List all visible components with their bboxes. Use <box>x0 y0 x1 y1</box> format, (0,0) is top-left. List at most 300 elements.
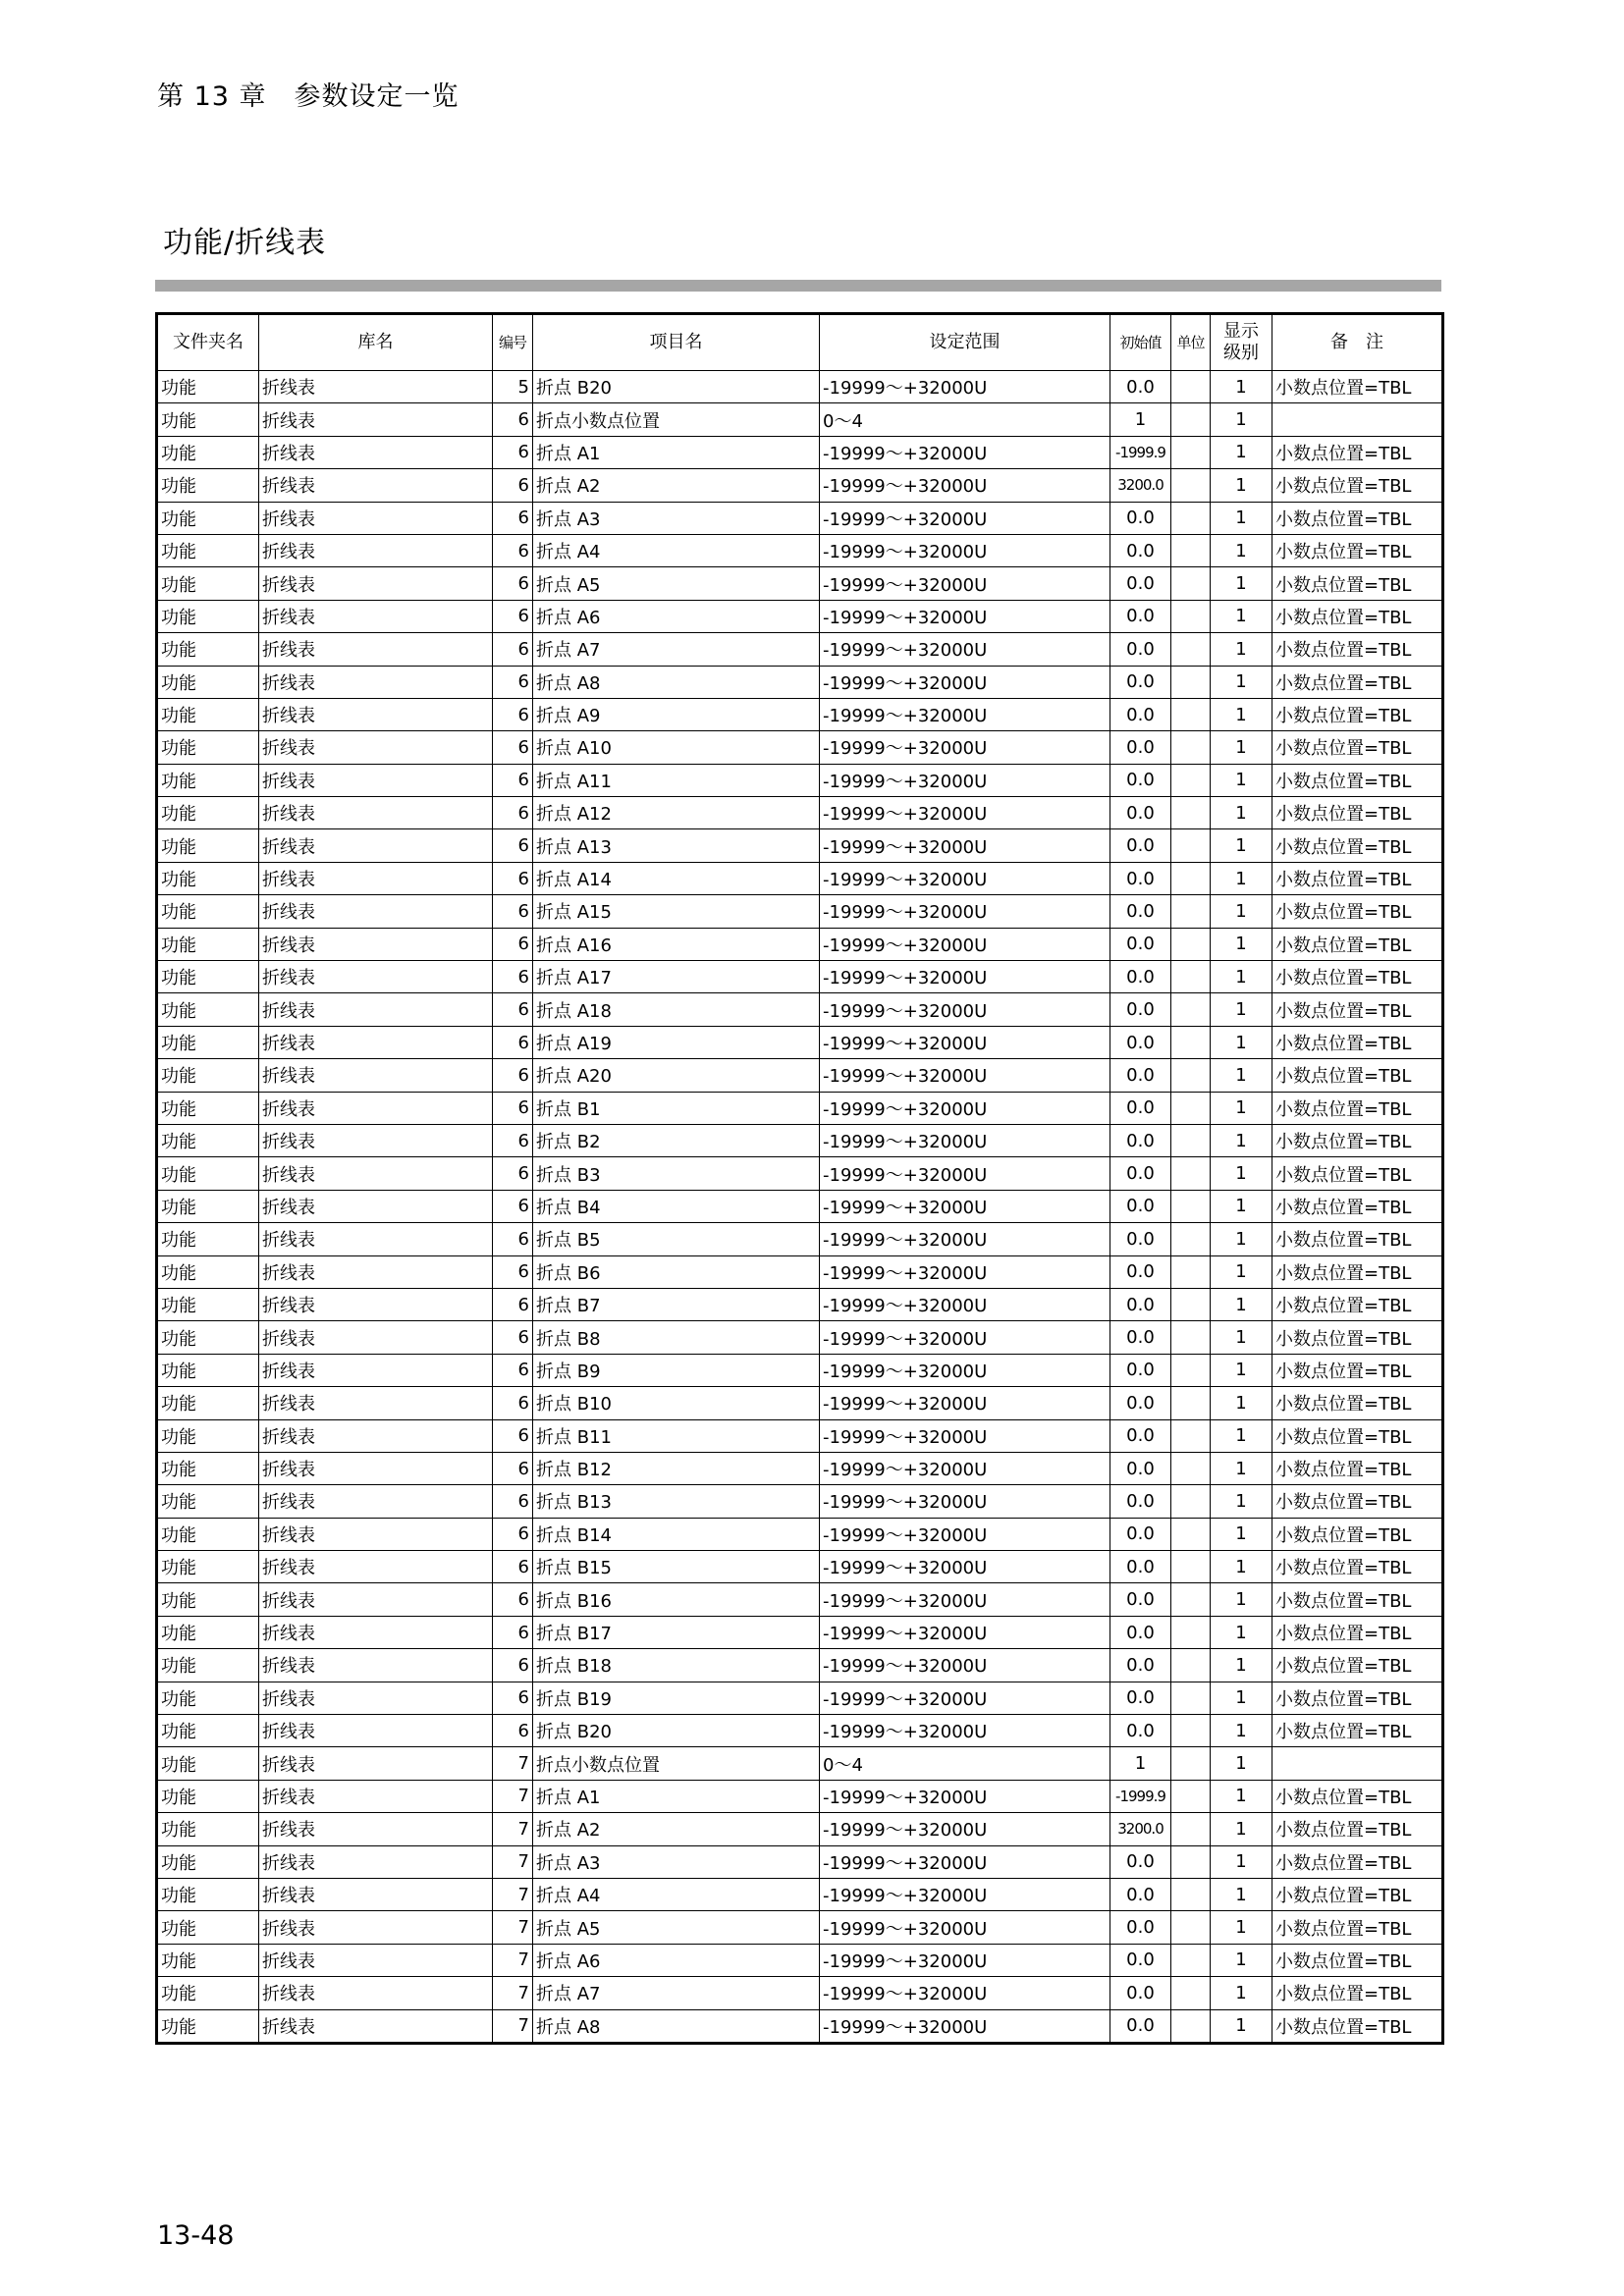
cell-range: 0～4 <box>820 403 1110 436</box>
cell-folder: 功能 <box>157 1321 259 1354</box>
cell-range: -19999～+32000U <box>820 797 1110 829</box>
cell-number: 6 <box>493 1485 533 1518</box>
cell-number: 6 <box>493 698 533 730</box>
cell-unit <box>1171 1518 1211 1550</box>
cell-unit <box>1171 1157 1211 1190</box>
cell-unit <box>1171 436 1211 468</box>
cell-folder: 功能 <box>157 1878 259 1910</box>
cell-remarks: 小数点位置=TBL <box>1272 1715 1443 1747</box>
table-body <box>157 371 1443 2044</box>
cell-initial: 0.0 <box>1110 1616 1171 1648</box>
cell-item: 折点 A12 <box>533 797 820 829</box>
cell-folder: 功能 <box>157 371 259 403</box>
cell-level: 1 <box>1211 731 1272 764</box>
table-row <box>157 1452 1443 1484</box>
cell-number: 6 <box>493 1124 533 1156</box>
cell-number: 6 <box>493 1616 533 1648</box>
column-header-item: 项目名 <box>533 314 820 371</box>
table-row <box>157 829 1443 862</box>
cell-level: 1 <box>1211 1583 1272 1616</box>
cell-range: -19999～+32000U <box>820 1518 1110 1550</box>
cell-initial: 0.0 <box>1110 2009 1171 2043</box>
cell-remarks: 小数点位置=TBL <box>1272 797 1443 829</box>
cell-number: 6 <box>493 1682 533 1714</box>
cell-folder: 功能 <box>157 1977 259 2009</box>
cell-library: 折线表 <box>259 993 493 1026</box>
cell-library: 折线表 <box>259 1977 493 2009</box>
column-header-range: 设定范围 <box>820 314 1110 371</box>
cell-number: 6 <box>493 1452 533 1484</box>
cell-level: 1 <box>1211 1059 1272 1092</box>
cell-number: 6 <box>493 1255 533 1288</box>
cell-folder: 功能 <box>157 1911 259 1944</box>
cell-unit <box>1171 862 1211 894</box>
table-row <box>157 1944 1443 1976</box>
cell-library: 折线表 <box>259 1682 493 1714</box>
cell-unit <box>1171 895 1211 928</box>
cell-range: -19999～+32000U <box>820 1223 1110 1255</box>
cell-item: 折点 B11 <box>533 1419 820 1452</box>
cell-level: 1 <box>1211 1977 1272 2009</box>
cell-level: 1 <box>1211 1255 1272 1288</box>
cell-unit <box>1171 1452 1211 1484</box>
table-row <box>157 1649 1443 1682</box>
cell-unit <box>1171 993 1211 1026</box>
cell-item: 折点 B8 <box>533 1321 820 1354</box>
cell-initial: 0.0 <box>1110 1059 1171 1092</box>
cell-library: 折线表 <box>259 862 493 894</box>
cell-remarks: 小数点位置=TBL <box>1272 1419 1443 1452</box>
cell-level: 1 <box>1211 436 1272 468</box>
cell-range: -19999～+32000U <box>820 1616 1110 1648</box>
cell-item: 折点 B20 <box>533 1715 820 1747</box>
table-row <box>157 1878 1443 1910</box>
cell-library: 折线表 <box>259 1321 493 1354</box>
cell-item: 折点 A6 <box>533 600 820 632</box>
cell-item: 折点 A11 <box>533 764 820 796</box>
cell-remarks: 小数点位置=TBL <box>1272 1845 1443 1878</box>
cell-remarks: 小数点位置=TBL <box>1272 1223 1443 1255</box>
cell-item: 折点 B9 <box>533 1354 820 1386</box>
cell-range: -19999～+32000U <box>820 1255 1110 1288</box>
cell-folder: 功能 <box>157 797 259 829</box>
cell-level: 1 <box>1211 829 1272 862</box>
cell-unit <box>1171 502 1211 534</box>
cell-folder: 功能 <box>157 993 259 1026</box>
cell-item: 折点 A19 <box>533 1026 820 1058</box>
cell-folder: 功能 <box>157 1026 259 1058</box>
cell-unit <box>1171 469 1211 502</box>
cell-unit <box>1171 1288 1211 1320</box>
cell-folder: 功能 <box>157 1157 259 1190</box>
cell-folder: 功能 <box>157 469 259 502</box>
cell-item: 折点小数点位置 <box>533 403 820 436</box>
cell-level: 1 <box>1211 928 1272 960</box>
table-row <box>157 1845 1443 1878</box>
cell-library: 折线表 <box>259 371 493 403</box>
cell-item: 折点 A20 <box>533 1059 820 1092</box>
cell-item: 折点 A18 <box>533 993 820 1026</box>
cell-initial: 0.0 <box>1110 1485 1171 1518</box>
cell-number: 6 <box>493 797 533 829</box>
cell-item: 折点 A7 <box>533 1977 820 2009</box>
cell-remarks: 小数点位置=TBL <box>1272 1387 1443 1419</box>
column-header-remarks: 备 注 <box>1272 314 1443 371</box>
cell-level: 1 <box>1211 567 1272 600</box>
cell-initial: 0.0 <box>1110 1715 1171 1747</box>
cell-library: 折线表 <box>259 534 493 566</box>
cell-library: 折线表 <box>259 928 493 960</box>
column-header-library: 库名 <box>259 314 493 371</box>
cell-library: 折线表 <box>259 1255 493 1288</box>
cell-level: 1 <box>1211 1026 1272 1058</box>
cell-range: -19999～+32000U <box>820 502 1110 534</box>
cell-range: 0～4 <box>820 1747 1110 1780</box>
cell-library: 折线表 <box>259 1944 493 1976</box>
cell-level: 1 <box>1211 698 1272 730</box>
cell-range: -19999～+32000U <box>820 1059 1110 1092</box>
cell-item: 折点 A13 <box>533 829 820 862</box>
cell-item: 折点 A14 <box>533 862 820 894</box>
cell-remarks: 小数点位置=TBL <box>1272 1157 1443 1190</box>
cell-unit <box>1171 1124 1211 1156</box>
cell-folder: 功能 <box>157 403 259 436</box>
cell-initial: 3200.0 <box>1110 469 1171 502</box>
cell-unit <box>1171 1747 1211 1780</box>
cell-folder: 功能 <box>157 1387 259 1419</box>
cell-unit <box>1171 2009 1211 2043</box>
cell-remarks: 小数点位置=TBL <box>1272 371 1443 403</box>
cell-remarks: 小数点位置=TBL <box>1272 567 1443 600</box>
cell-range: -19999～+32000U <box>820 1354 1110 1386</box>
cell-unit <box>1171 666 1211 698</box>
cell-number: 6 <box>493 666 533 698</box>
cell-unit <box>1171 731 1211 764</box>
cell-remarks: 小数点位置=TBL <box>1272 993 1443 1026</box>
cell-unit <box>1171 1092 1211 1124</box>
cell-number: 6 <box>493 502 533 534</box>
cell-initial: 0.0 <box>1110 502 1171 534</box>
cell-initial: 0.0 <box>1110 764 1171 796</box>
cell-unit <box>1171 1551 1211 1583</box>
cell-initial: 0.0 <box>1110 1026 1171 1058</box>
cell-remarks: 小数点位置=TBL <box>1272 1288 1443 1320</box>
column-header-number: 编号 <box>493 314 533 371</box>
cell-number: 6 <box>493 895 533 928</box>
cell-item: 折点 B3 <box>533 1157 820 1190</box>
cell-folder: 功能 <box>157 1354 259 1386</box>
cell-remarks: 小数点位置=TBL <box>1272 698 1443 730</box>
cell-range: -19999～+32000U <box>820 469 1110 502</box>
cell-folder: 功能 <box>157 1583 259 1616</box>
cell-library: 折线表 <box>259 1551 493 1583</box>
cell-library: 折线表 <box>259 1124 493 1156</box>
cell-item: 折点 A5 <box>533 567 820 600</box>
cell-library: 折线表 <box>259 403 493 436</box>
cell-number: 6 <box>493 1059 533 1092</box>
cell-number: 6 <box>493 993 533 1026</box>
cell-number: 6 <box>493 1223 533 1255</box>
cell-range: -19999～+32000U <box>820 993 1110 1026</box>
cell-range: -19999～+32000U <box>820 633 1110 666</box>
cell-level: 1 <box>1211 1911 1272 1944</box>
cell-unit <box>1171 1649 1211 1682</box>
cell-library: 折线表 <box>259 961 493 993</box>
cell-initial: 0.0 <box>1110 1649 1171 1682</box>
cell-library: 折线表 <box>259 1911 493 1944</box>
cell-remarks: 小数点位置=TBL <box>1272 2009 1443 2043</box>
cell-unit <box>1171 371 1211 403</box>
cell-level: 1 <box>1211 1518 1272 1550</box>
cell-range: -19999～+32000U <box>820 1878 1110 1910</box>
cell-initial: 0.0 <box>1110 1977 1171 2009</box>
cell-number: 6 <box>493 1321 533 1354</box>
cell-library: 折线表 <box>259 436 493 468</box>
cell-library: 折线表 <box>259 1813 493 1845</box>
cell-remarks: 小数点位置=TBL <box>1272 928 1443 960</box>
table-row <box>157 1780 1443 1812</box>
cell-level: 1 <box>1211 1682 1272 1714</box>
cell-number: 6 <box>493 1518 533 1550</box>
cell-item: 折点 A4 <box>533 1878 820 1910</box>
cell-level: 1 <box>1211 1780 1272 1812</box>
cell-library: 折线表 <box>259 502 493 534</box>
cell-initial: 1 <box>1110 403 1171 436</box>
cell-range: -19999～+32000U <box>820 567 1110 600</box>
cell-level: 1 <box>1211 1944 1272 1976</box>
cell-unit <box>1171 1190 1211 1222</box>
table-row <box>157 1747 1443 1780</box>
table-row <box>157 862 1443 894</box>
cell-folder: 功能 <box>157 1223 259 1255</box>
cell-item: 折点 A7 <box>533 633 820 666</box>
table-row <box>157 1157 1443 1190</box>
chapter-heading: 第 13 章 参数设定一览 <box>157 81 460 112</box>
cell-unit <box>1171 403 1211 436</box>
cell-item: 折点 B6 <box>533 1255 820 1288</box>
cell-remarks: 小数点位置=TBL <box>1272 469 1443 502</box>
cell-level: 1 <box>1211 1715 1272 1747</box>
cell-initial: 0.0 <box>1110 829 1171 862</box>
section-divider <box>155 280 1441 292</box>
cell-number: 6 <box>493 600 533 632</box>
cell-folder: 功能 <box>157 1419 259 1452</box>
cell-number: 6 <box>493 1354 533 1386</box>
cell-number: 6 <box>493 436 533 468</box>
cell-range: -19999～+32000U <box>820 1092 1110 1124</box>
cell-range: -19999～+32000U <box>820 2009 1110 2043</box>
cell-number: 7 <box>493 1813 533 1845</box>
cell-range: -19999～+32000U <box>820 895 1110 928</box>
cell-library: 折线表 <box>259 1026 493 1058</box>
cell-library: 折线表 <box>259 1485 493 1518</box>
cell-number: 7 <box>493 1780 533 1812</box>
cell-unit <box>1171 1419 1211 1452</box>
table-row <box>157 1518 1443 1550</box>
cell-library: 折线表 <box>259 1419 493 1452</box>
cell-initial: 0.0 <box>1110 666 1171 698</box>
cell-folder: 功能 <box>157 1255 259 1288</box>
cell-remarks: 小数点位置=TBL <box>1272 1813 1443 1845</box>
cell-initial: 0.0 <box>1110 1157 1171 1190</box>
cell-folder: 功能 <box>157 534 259 566</box>
cell-range: -19999～+32000U <box>820 1157 1110 1190</box>
cell-unit <box>1171 1813 1211 1845</box>
cell-folder: 功能 <box>157 2009 259 2043</box>
cell-level: 1 <box>1211 1354 1272 1386</box>
section-title: 功能/折线表 <box>163 226 327 260</box>
cell-remarks: 小数点位置=TBL <box>1272 1780 1443 1812</box>
cell-item: 折点 B5 <box>533 1223 820 1255</box>
cell-range: -19999～+32000U <box>820 371 1110 403</box>
cell-folder: 功能 <box>157 436 259 468</box>
cell-range: -19999～+32000U <box>820 1026 1110 1058</box>
cell-item: 折点 B16 <box>533 1583 820 1616</box>
cell-library: 折线表 <box>259 731 493 764</box>
cell-number: 6 <box>493 1649 533 1682</box>
cell-level: 1 <box>1211 1190 1272 1222</box>
cell-number: 6 <box>493 1583 533 1616</box>
cell-initial: 0.0 <box>1110 1190 1171 1222</box>
cell-remarks: 小数点位置=TBL <box>1272 1026 1443 1058</box>
table-row <box>157 1059 1443 1092</box>
cell-library: 折线表 <box>259 1190 493 1222</box>
cell-library: 折线表 <box>259 1649 493 1682</box>
cell-range: -19999～+32000U <box>820 829 1110 862</box>
cell-item: 折点 B18 <box>533 1649 820 1682</box>
cell-item: 折点 B14 <box>533 1518 820 1550</box>
cell-unit <box>1171 1780 1211 1812</box>
cell-range: -19999～+32000U <box>820 1977 1110 2009</box>
table-row <box>157 600 1443 632</box>
cell-item: 折点 B20 <box>533 371 820 403</box>
cell-range: -19999～+32000U <box>820 534 1110 566</box>
cell-level: 1 <box>1211 1157 1272 1190</box>
table-row <box>157 1813 1443 1845</box>
cell-library: 折线表 <box>259 797 493 829</box>
cell-item: 折点 A9 <box>533 698 820 730</box>
cell-number: 6 <box>493 1288 533 1320</box>
cell-level: 1 <box>1211 1124 1272 1156</box>
cell-number: 6 <box>493 1715 533 1747</box>
cell-number: 6 <box>493 829 533 862</box>
cell-level: 1 <box>1211 797 1272 829</box>
cell-unit <box>1171 1944 1211 1976</box>
cell-item: 折点 A16 <box>533 928 820 960</box>
table-row <box>157 1092 1443 1124</box>
cell-library: 折线表 <box>259 1878 493 1910</box>
cell-item: 折点 B13 <box>533 1485 820 1518</box>
cell-library: 折线表 <box>259 895 493 928</box>
cell-folder: 功能 <box>157 1715 259 1747</box>
cell-unit <box>1171 928 1211 960</box>
table-row <box>157 403 1443 436</box>
cell-unit <box>1171 600 1211 632</box>
cell-library: 折线表 <box>259 1780 493 1812</box>
cell-folder: 功能 <box>157 829 259 862</box>
cell-unit <box>1171 633 1211 666</box>
cell-folder: 功能 <box>157 862 259 894</box>
table-row <box>157 993 1443 1026</box>
cell-folder: 功能 <box>157 928 259 960</box>
parameter-table <box>155 312 1444 2045</box>
cell-remarks <box>1272 1747 1443 1780</box>
cell-range: -19999～+32000U <box>820 961 1110 993</box>
cell-level: 1 <box>1211 1419 1272 1452</box>
cell-remarks: 小数点位置=TBL <box>1272 666 1443 698</box>
cell-initial: 0.0 <box>1110 1452 1171 1484</box>
table-row <box>157 567 1443 600</box>
cell-number: 6 <box>493 469 533 502</box>
cell-remarks: 小数点位置=TBL <box>1272 600 1443 632</box>
cell-item: 折点 A5 <box>533 1911 820 1944</box>
cell-item: 折点 B4 <box>533 1190 820 1222</box>
cell-folder: 功能 <box>157 600 259 632</box>
cell-unit <box>1171 1583 1211 1616</box>
cell-initial: 0.0 <box>1110 567 1171 600</box>
table-row <box>157 928 1443 960</box>
cell-level: 1 <box>1211 1485 1272 1518</box>
table-row <box>157 698 1443 730</box>
cell-number: 6 <box>493 764 533 796</box>
cell-item: 折点 A6 <box>533 1944 820 1976</box>
cell-folder: 功能 <box>157 1059 259 1092</box>
cell-library: 折线表 <box>259 1157 493 1190</box>
cell-number: 6 <box>493 1387 533 1419</box>
cell-number: 7 <box>493 2009 533 2043</box>
cell-range: -19999～+32000U <box>820 436 1110 468</box>
cell-level: 1 <box>1211 1452 1272 1484</box>
cell-level: 1 <box>1211 2009 1272 2043</box>
cell-unit <box>1171 1354 1211 1386</box>
cell-range: -19999～+32000U <box>820 1288 1110 1320</box>
cell-number: 7 <box>493 1845 533 1878</box>
cell-unit <box>1171 567 1211 600</box>
cell-level: 1 <box>1211 371 1272 403</box>
cell-remarks: 小数点位置=TBL <box>1272 1977 1443 2009</box>
table-row <box>157 1354 1443 1386</box>
cell-library: 折线表 <box>259 1223 493 1255</box>
cell-initial: 0.0 <box>1110 895 1171 928</box>
cell-level: 1 <box>1211 1747 1272 1780</box>
table-row <box>157 1551 1443 1583</box>
cell-range: -19999～+32000U <box>820 1715 1110 1747</box>
cell-initial: -1999.9 <box>1110 1780 1171 1812</box>
cell-remarks: 小数点位置=TBL <box>1272 436 1443 468</box>
cell-number: 6 <box>493 1190 533 1222</box>
cell-folder: 功能 <box>157 1845 259 1878</box>
cell-number: 6 <box>493 961 533 993</box>
cell-unit <box>1171 1715 1211 1747</box>
cell-level: 1 <box>1211 1288 1272 1320</box>
cell-item: 折点 A17 <box>533 961 820 993</box>
cell-item: 折点 A15 <box>533 895 820 928</box>
cell-initial: 0.0 <box>1110 928 1171 960</box>
cell-level: 1 <box>1211 1878 1272 1910</box>
cell-initial: -1999.9 <box>1110 436 1171 468</box>
cell-item: 折点 B1 <box>533 1092 820 1124</box>
cell-initial: 0.0 <box>1110 1944 1171 1976</box>
column-header-level-line2: 级别 <box>1223 343 1259 363</box>
cell-level: 1 <box>1211 469 1272 502</box>
cell-folder: 功能 <box>157 1649 259 1682</box>
cell-number: 7 <box>493 1944 533 1976</box>
column-header-level <box>1211 314 1272 371</box>
cell-remarks: 小数点位置=TBL <box>1272 1583 1443 1616</box>
cell-library: 折线表 <box>259 1747 493 1780</box>
cell-library: 折线表 <box>259 1387 493 1419</box>
cell-range: -19999～+32000U <box>820 928 1110 960</box>
